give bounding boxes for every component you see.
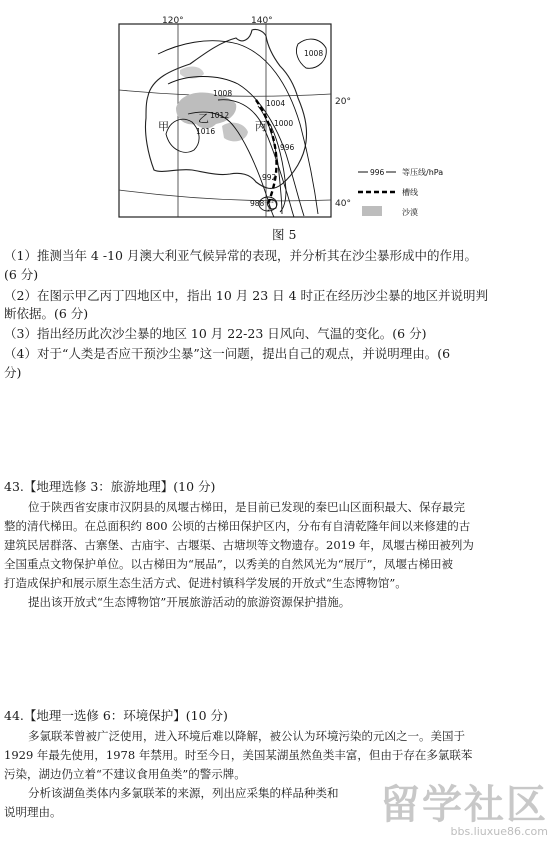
region-label-bing: 丙: [255, 120, 266, 133]
australia-map: [118, 14, 453, 220]
lat-label: 40°: [335, 199, 351, 209]
region-label-jia: 甲: [158, 120, 169, 133]
isobar-value: 1012: [210, 111, 230, 120]
legend-isobar-label: 等压线/hPa: [402, 168, 444, 177]
q44-heading: 44.【地理一选修 6：环境保护】(10 分): [4, 708, 228, 723]
q44-question-line: 分析该湖鱼类体内多氯联苯的来源，列出应采集的样品种类和: [28, 786, 339, 800]
watermark-logo-text: 留学社区: [380, 782, 548, 828]
q43-paragraph-line: 整的清代梯田。在总面积约 800 公顷的古梯田保护区内，分布有自清乾隆年间以来修建的古: [4, 519, 471, 533]
isobar-value: 996: [280, 143, 295, 152]
desert-area: [222, 123, 248, 142]
lon-label: 140°: [251, 16, 273, 26]
isobar-value: 988: [250, 199, 265, 208]
region-label-ding: 丁: [264, 202, 274, 213]
q44-paragraph-line: 多氯联苯曾被广泛使用，进入环境后难以降解，被公认为环境污染的元凶之一。美国于: [28, 729, 465, 743]
isobar-value: 1008: [304, 49, 324, 58]
legend-desert-label: 沙漠: [402, 208, 418, 217]
isobar-value: 1016: [196, 127, 216, 136]
isobar-value: 1004: [266, 99, 286, 108]
region-label-yi: 乙: [198, 112, 209, 125]
q43-heading: 43.【地理选修 3：旅游地理】(10 分): [4, 479, 216, 494]
q42-item-2-line-2: 断依据。(6 分): [4, 306, 89, 321]
isobar-value: 1008: [213, 89, 233, 98]
isobar: [166, 119, 199, 152]
q42-item-4-line-1: （4）对于“人类是否应干预沙尘暴”这一问题，提出自己的观点，并说明理由。(6: [4, 346, 451, 361]
q43-question-line: 提出该开放式“生态博物馆”开展旅游活动的旅游资源保护措施。: [28, 595, 351, 609]
q43-paragraph-line: 打造成保护和展示原生态生活方式、促进村镇科学发展的开放式“生态博物馆”。: [4, 576, 407, 590]
q42-item-2-line-1: （2）在图示甲乙丙丁四地区中，指出 10 月 23 日 4 时正在经历沙尘暴的地区并说明判: [4, 288, 489, 303]
isobar-value: 1000: [274, 119, 294, 128]
isobar-value: 992: [262, 173, 277, 182]
lat-label: 20°: [335, 97, 351, 107]
q43-paragraph-line: 全国重点文物保护单位。以古梯田为“展品”，以秀美的自然风光为“展厅”，凤堰古梯田被: [4, 557, 454, 571]
q43-paragraph-line: 位于陕西省安康市汉阴县的凤堰古梯田，是目前已发现的秦巴山区面积最大、保存最完: [28, 500, 465, 514]
legend-desert-swatch: [362, 206, 382, 216]
map-figure: [118, 14, 453, 220]
q44-paragraph-line: 1929 年最先使用，1978 年禁用。时至今日，美国某湖虽然鱼类丰富，但由于存在多氯联苯: [4, 748, 473, 762]
q44-question-line: 说明理由。: [4, 805, 62, 819]
map-legend: [358, 167, 443, 217]
q42-item-3-line-1: （3）指出经历此次沙尘暴的地区 10 月 22-23 日风向、气温的变化。(6 分): [4, 326, 427, 341]
legend-trough-label: 槽线: [402, 188, 418, 197]
q43-paragraph-line: 建筑民居群落、古寨堡、古庙宇、古堰渠、古塘坝等文物遗存。2019 年，凤堰古梯田被列为: [4, 538, 474, 552]
figure-caption: 图 5: [272, 227, 297, 242]
legend-isobar-value: 996: [370, 168, 385, 177]
q42-item-4-line-2: 分): [4, 365, 22, 380]
lon-label: 120°: [162, 16, 184, 26]
watermark-url: bbs.liuxue86.com: [450, 825, 548, 838]
q44-paragraph-line: 污染，湖边仍立着“不建议食用鱼类”的警示牌。: [4, 767, 246, 781]
watermark: [380, 782, 548, 838]
q42-item-1-line-1: （1）推测当年 4 -10 月澳大利亚气候异常的表现，并分析其在沙尘暴形成中的作用。: [4, 248, 477, 263]
q42-item-1-line-2: (6 分): [4, 267, 39, 282]
